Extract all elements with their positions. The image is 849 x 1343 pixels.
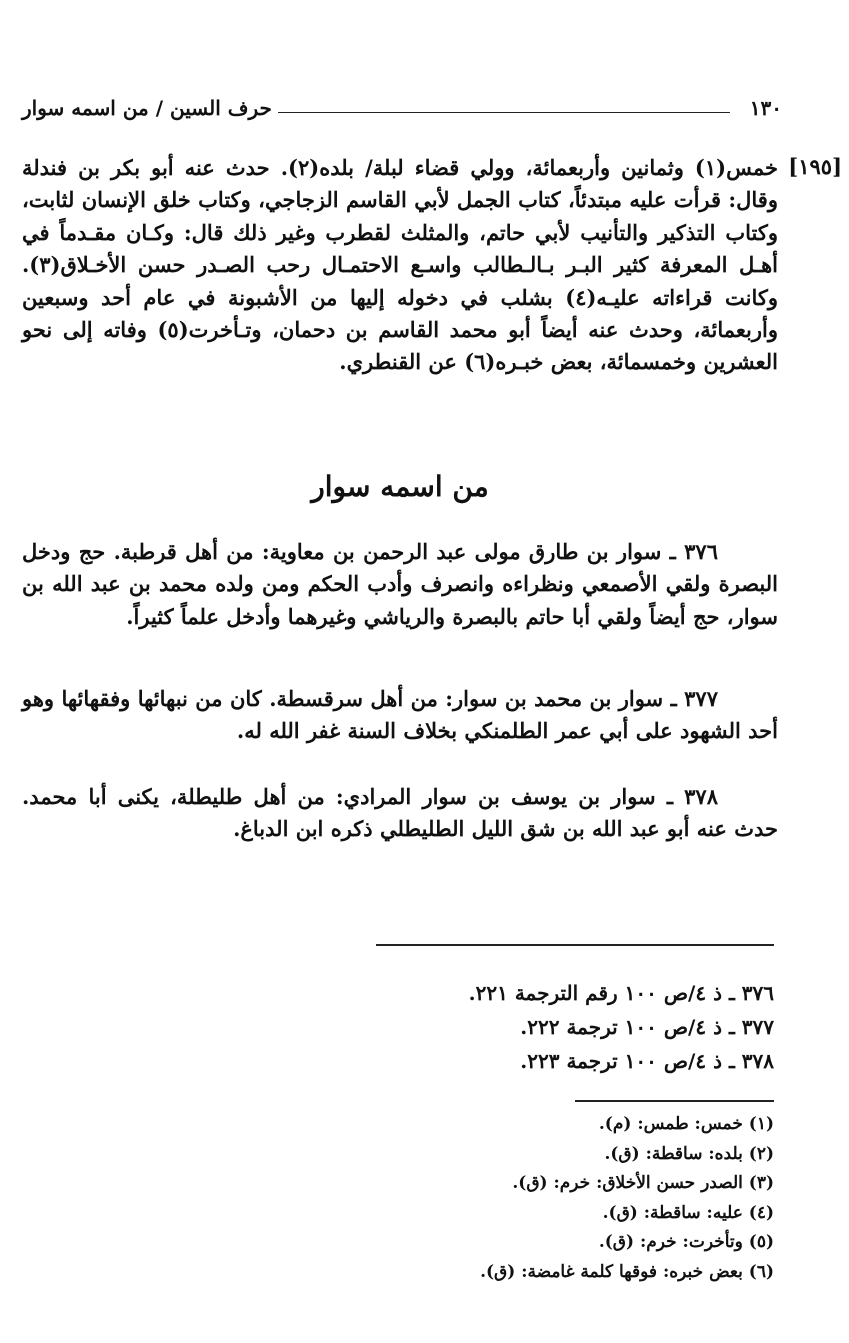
footnotes-separator xyxy=(575,1100,774,1102)
entry-376: ٣٧٦ ـ سوار بن طارق مولى عبد الرحمن بن معاوية: من أهل قرطبة. حج ودخل البصرة ولقي الأصمعي ونظراءه وانصرف وأدب الحكم ومن ولده محمد بن عبد الله بن سوار، حج أيضاً ولقي أبا حاتم بالبصرة والرياشي وغيرهما وأدخل علماً كثيراً. xyxy=(22,539,778,629)
footnote: (٥) وتأخرت: خرم: (ق). xyxy=(598,1232,774,1252)
continued-paragraph: خمس(١) وثمانين وأربعمائة، وولي قضاء لبلة/ بلده(٢). حدث عنه أبو بكر بن فندلة وقال: قرأت عليه مبتدئاً، كتاب الجمل لأبي القاسم الزجاجي، وكتاب خلق الإنسان لثابت، وكتاب التذكير والتأنيب لأبي حاتم، والمثلث لقطرب وغير ذلك قال: وكـان مقـدماً في أهـل المعرفة كثير البـر بـالـطالب واسـع الاحتمـال رحب الصـدر حسن الأخـلاق(٣). وكانت قراءاته عليـه(٤) بشلب في دخوله إليها من الأشبونة في عام أحد وسبعين وأربعمائة، وحدث عنه أيضاً أبو محمد القاسم بن دحمان، وتـأخرت(٥) وفاته إلى نحو العشرين وخمسمائة، بعض خبـره(٦) عن القنطري. xyxy=(22,155,778,375)
running-title: حرف السين / من اسمه سوار xyxy=(22,96,272,120)
source-references xyxy=(300,976,774,1078)
footnote: (١) خمس: طمس: (م). xyxy=(598,1114,774,1134)
footnotes xyxy=(300,1110,774,1287)
page-number: ١٣٠ xyxy=(749,96,782,120)
entry-377: ٣٧٧ ـ سوار بن محمد بن سوار: من أهل سرقسطة. كان من نبهائها وفقهائها وهو أحد الشهود على أبي عمر الطلمنكي بخلاف السنة غفر الله له. xyxy=(22,686,778,744)
header-rule xyxy=(278,112,730,113)
footnote: (٦) بعض خبره: فوقها كلمة غامضة: (ق). xyxy=(480,1261,774,1282)
running-header xyxy=(22,88,782,120)
margin-page-reference: [١٩٥] xyxy=(788,154,842,179)
footnote: (٤) عليه: ساقطة: (ق). xyxy=(602,1202,774,1223)
section-title: من اسمه سوار xyxy=(311,470,489,503)
footnote: (٣) الصدر حسن الأخلاق: خرم: (ق). xyxy=(512,1173,774,1193)
reference-line: ٣٧٨ ـ ذ ٤/ص ١٠٠ ترجمة ٢٢٣. xyxy=(520,1049,774,1073)
footnote: (٢) بلده: ساقطة: (ق). xyxy=(604,1143,774,1164)
entry-378: ٣٧٨ ـ سوار بن يوسف بن سوار المرادي: من أهل طليطلة، يكنى أبا محمد. حدث عنه أبو عبد الله بن شق الليل الطليطلي ذكره ابن الدباغ. xyxy=(22,784,778,842)
references-separator xyxy=(376,944,774,946)
reference-line: ٣٧٧ ـ ذ ٤/ص ١٠٠ ترجمة ٢٢٢. xyxy=(520,1015,774,1039)
reference-line: ٣٧٦ ـ ذ ٤/ص ١٠٠ رقم الترجمة ٢٢١. xyxy=(468,981,774,1005)
